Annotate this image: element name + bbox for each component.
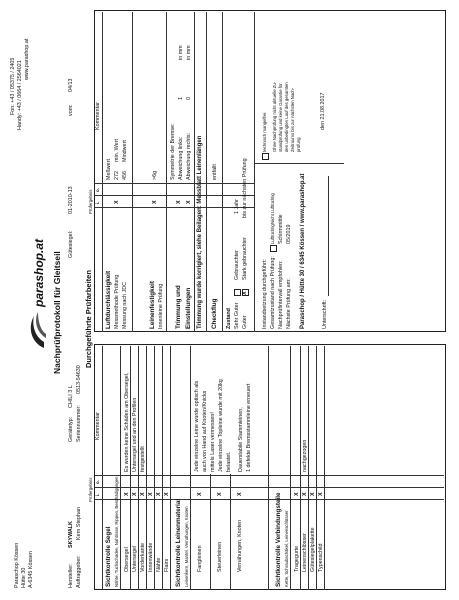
zustand-opt-sehrgut: Sehr Guter [234, 302, 240, 329]
reiss-mark: X [152, 200, 158, 204]
leinen-subtitle: Leinenkern, Mantel, Vernähungen, Knoten [184, 506, 189, 587]
section-title: Durchgeführte Prüfarbeiten [84, 270, 93, 368]
trimm-unit: in mm [178, 45, 184, 60]
check-title: Checkflug [211, 298, 218, 329]
seriennummer-label: Seriennummer: [76, 405, 82, 442]
instand-l1: Gesamtzustand nach Prüfung: [270, 256, 276, 329]
segel-row-obersegel: Obersegel [124, 547, 130, 572]
right-col-i: i. [95, 201, 100, 204]
brand-text: parashop.at [32, 238, 46, 307]
instand-l3: Nächste Prüfung am: [286, 278, 292, 329]
company-city: A-6345 Kössen [28, 551, 34, 588]
geraetetyp-label: Gerätetyp: [68, 416, 74, 442]
zustand-opt-gut: Guter [242, 315, 248, 329]
auftraggeber-label: Auftraggeber: [76, 555, 82, 588]
trimm-mark: X [176, 200, 182, 204]
zustand-title: Zustand [226, 308, 232, 329]
verbindung-row-tragegurte: Tragegurte [294, 545, 300, 572]
side-note: technisch mangelfrei [262, 112, 267, 152]
left-pruefergebnis-header: Prüfergebnis [88, 477, 93, 502]
leinen-comment-line: mittels Laser vermessen! [210, 412, 216, 472]
check-value: entfällt [212, 164, 218, 180]
segel-mark: X [148, 492, 154, 496]
leinen-comment-line: Dauerstabile Stammleinen, [238, 407, 244, 472]
leinen-comment-line: 1 defekte Bremsstammleine erneuert [246, 383, 252, 472]
opt-schirmmittle: Schirmmittle [278, 214, 284, 244]
company-fon: Fon: +43 / 05375 / 2405 [10, 57, 16, 115]
left-col-i: i. [95, 493, 100, 496]
company-web: www.parashop.at [24, 38, 30, 80]
trimm-unit: in mm [186, 45, 192, 60]
left-col-o: o. [95, 480, 100, 484]
verbindung-mark: X [302, 492, 308, 496]
leinen-comment-line: auch von Hand auf Knoten/Knicks [202, 390, 208, 472]
left-kommentar-header: Kommentar [95, 412, 101, 440]
leinen-comment-line: Jede einzelne Leine wurde optisch als [194, 380, 200, 472]
verbindung-mark: X [310, 492, 316, 496]
guetesiegel-label: Gütesiegel: [68, 230, 74, 258]
dealer-line: Paraschop / Hütte 30 / 6345 Kössen / www.parashop.at [300, 173, 306, 329]
luft-value: 272 [114, 171, 120, 180]
vom-label: vom: [68, 104, 74, 116]
signature-label: Unterschrift: [322, 299, 328, 329]
segel-mark: X [132, 492, 138, 496]
luft-comment: Mindwert [122, 140, 128, 162]
zustand-mark: X [242, 291, 248, 295]
zustand-until: bis zur nächsten Prüfung [242, 158, 248, 218]
leinen-comment-line: belastet. [226, 451, 232, 472]
trimm-mark: X [186, 200, 192, 204]
instand-l2: Nachprüfintervall empfohlen: [278, 260, 284, 329]
segel-mark: X [156, 492, 162, 496]
page-title: Nachprüfprotokoll für Gleitseil [52, 251, 62, 374]
luft-comment: Meßwert [106, 159, 112, 180]
zustand-checkbox-sehrgut[interactable] [234, 289, 241, 296]
stamp-date: den 21.08.2017 [320, 92, 326, 130]
segel-row-innenwaende: Innenwände [148, 542, 154, 572]
verbindung-subtitle: Kette, Schraubschäkel, Leinenschlösser [284, 510, 289, 587]
zustand-stark: Stark gebrauchter [242, 237, 248, 280]
side-note: Zeitraums bis zur nächsten Nach- [290, 87, 295, 152]
segel-mark: X [164, 492, 170, 496]
segel-comment-line: Untersegel und an den Profilen [132, 397, 138, 472]
segel-row-untersegel: Untersegel [132, 545, 138, 572]
segel-row-flairs: Flairs [164, 558, 170, 572]
leinen-title: Sichtkontrolle Leinenmaterial [175, 498, 182, 587]
trimm-value: 1 [178, 97, 184, 100]
leinen-row-steuerleinen: Steuerleinen [217, 541, 223, 572]
segel-mark: X [140, 492, 146, 496]
verbindung-title: Sichtkontrolle Verbindungsteile [275, 492, 282, 587]
segel-row-naehte: Nähte [156, 557, 162, 572]
side-note: prüfung [296, 137, 301, 152]
zustand-year: 1 Jahr [234, 199, 240, 214]
reiss-title: Leinenfestigkeit [149, 281, 156, 329]
luft-sub2: Messung nach JDC [122, 281, 128, 329]
luft-value: 456 [122, 171, 128, 180]
trimm-line: Abweichung links: [178, 136, 184, 180]
reiss-subtitle: Innenleine Prüfung [158, 283, 164, 329]
auftraggeber-value: Kern Stephan [76, 507, 82, 540]
side-note: den unbedingten Lauf des gesamten [284, 82, 289, 152]
right-pruefergebnis-header: Prüfergebnis [88, 189, 93, 214]
right-col-o: o. [95, 188, 100, 192]
vom-value: 04/13 [68, 78, 74, 92]
segel-comment-line: festgestellt [140, 446, 146, 472]
verbindung-row-leinenschloesser: Leinenschlösser [302, 533, 308, 572]
leinen-row-vernaehungen: Vernähungen, Knoten [237, 519, 243, 572]
opt-lufttuechtig: Lufttüchtig [270, 224, 275, 244]
verbindung-row-typenschild: Typenschild [318, 543, 324, 572]
zustand-gebrauchter: Gebrauchter [234, 250, 240, 280]
company-handy: Handy: +43 / 0664 / 2564021 [17, 60, 23, 130]
leinen-row-fangleinen: Fangleinen [197, 545, 203, 572]
geraetetyp-value: CHILI 3 L [68, 385, 74, 408]
verbindung-mark: X [318, 492, 324, 496]
trimm-line: Abweichung rechts: [186, 132, 192, 180]
guetesiegel-value: 01-2010-13 [68, 186, 74, 214]
trimm-value: 0 [186, 97, 192, 100]
company-name: Paraschop Kössen [14, 542, 20, 588]
company-street: Hütte 30 [21, 567, 27, 588]
luft-comment: min. Wert [114, 139, 120, 162]
segel-comment-line: Es wurden keine Schäden am Obersegel, [124, 372, 130, 472]
opt-nicht-lufttuechtig: Nicht Lufttüchtig [270, 193, 275, 224]
trimm-title2: Einstellungen [185, 287, 192, 329]
segel-row-vorderkante: Vorderkante [140, 542, 146, 572]
side-note: Ohne Nachprüfung nicht aktuelle Zu- [272, 81, 277, 152]
verbindung-comment: nachgezogen [302, 439, 308, 472]
technical-ok-checkbox[interactable] [262, 153, 269, 160]
right-kommentar-header: Kommentar [95, 102, 101, 130]
leinen-mark: X [237, 492, 243, 496]
lufttuechtig-checkbox[interactable] [270, 245, 277, 252]
verbindung-row-guetesiegel: Gütesiegelplakette [310, 527, 316, 572]
trimm-line: Symmetrie der Bremse: [170, 123, 176, 180]
seriennummer-value: 0513-54630 [76, 365, 82, 394]
leinen-mark: X [217, 492, 223, 496]
segel-title: Sichtkontrolle Segel [105, 526, 112, 587]
trimm-title: Trimmung und [175, 285, 182, 329]
trimm-note: Trimmung wurde korrigiert, siehe Beilagen: Messblatt Leinenlängen [197, 135, 203, 329]
luft-title: Luftdurchlässigkeit [105, 270, 112, 329]
hersteller-value: SKYWALK [68, 521, 74, 548]
next-check-date: 05/2019 [286, 224, 292, 244]
side-note: standprüfung und keine Garantie für [278, 83, 283, 152]
hersteller-label: Hersteller: [68, 563, 74, 588]
instand-title: Instandsetzung durchgeführt: [262, 259, 268, 329]
segel-subtitle: Nähte, Tuchschäden, Nahtrisse, Rippen, Beschädigungen [114, 476, 119, 587]
segel-mark: X [124, 492, 130, 496]
luft-mark: X [114, 200, 120, 204]
luft-sub1: Messmethode Prüfung [114, 274, 120, 329]
leinen-mark: X [197, 492, 203, 496]
verbindung-mark: X [294, 492, 300, 496]
reiss-value: >6g [152, 170, 158, 180]
leinen-comment-line: Jede einzelne Topleine wurde mit 20kg [218, 379, 224, 472]
